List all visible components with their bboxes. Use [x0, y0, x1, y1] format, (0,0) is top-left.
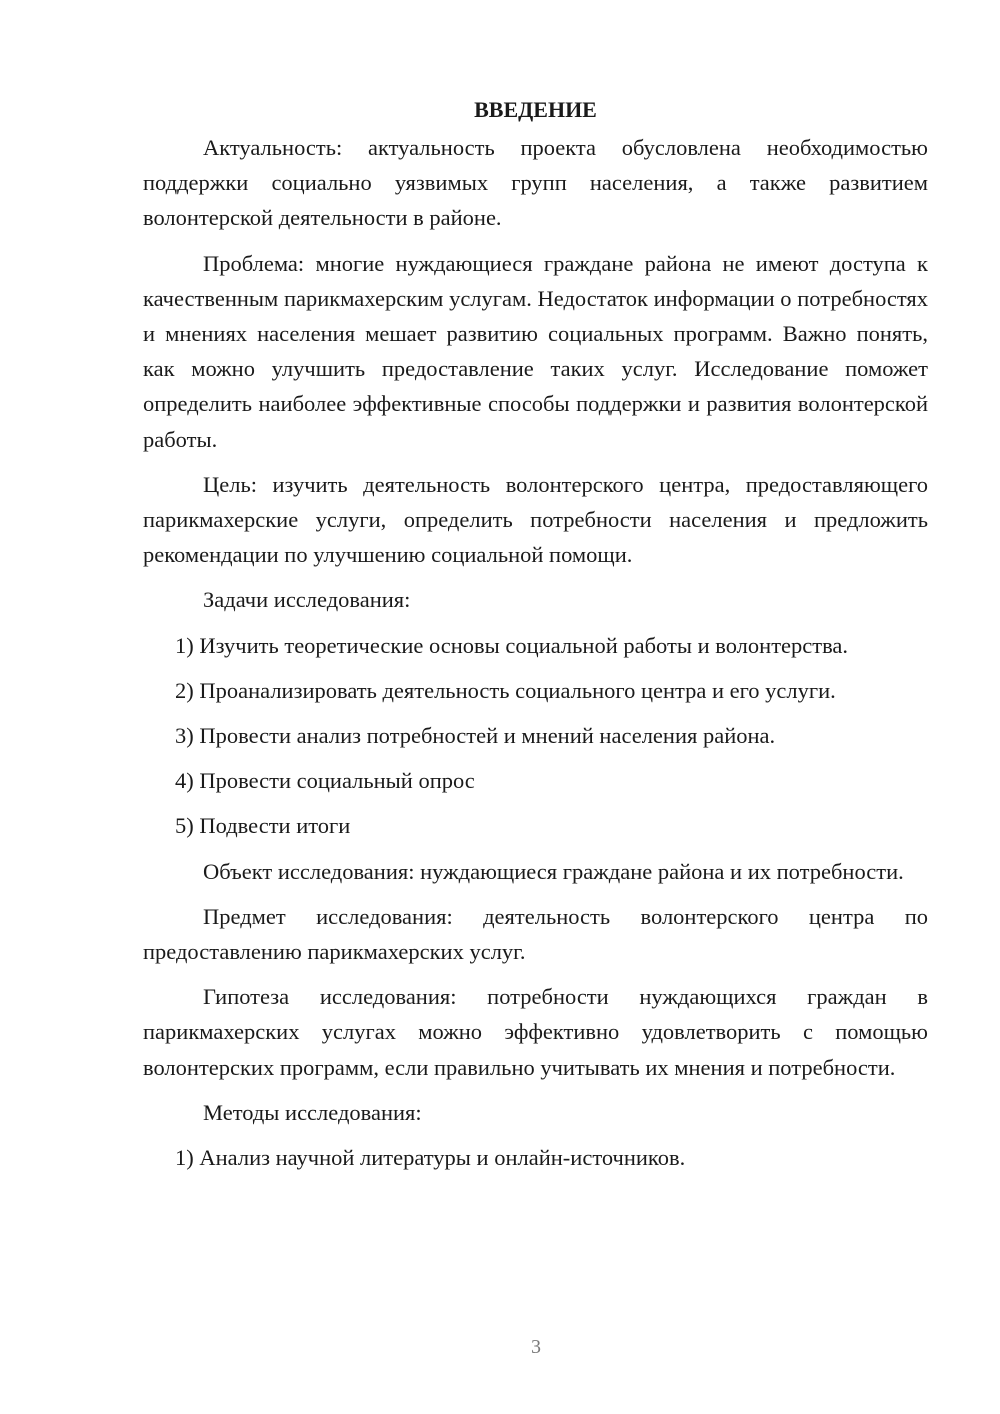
methods-intro: Методы исследования:: [203, 1099, 422, 1125]
methods-list: [143, 1140, 928, 1175]
task-item-4: 4) Провести социальный опрос: [175, 768, 475, 794]
task-item-1: 1) Изучить теоретические основы социальной работы и волонтерства.: [175, 632, 849, 658]
task-item-3: 3) Провести анализ потребностей и мнений населения района.: [175, 723, 776, 749]
page-content: [143, 94, 928, 1185]
tasks-list: [143, 628, 928, 844]
task-item-2: 2) Проанализировать деятельность социального центра и его услуги.: [175, 677, 836, 703]
tasks-intro: Задачи исследования:: [203, 587, 411, 613]
goal-paragraph: Цель: изучить деятельность волонтерского центра, предоставляющего парикмахерские услуги, определить потребности населения и предложить рекомендации по улучшению социальной помощи.: [143, 471, 928, 568]
method-item-1: 1) Анализ научной литературы и онлайн-источников.: [175, 1145, 686, 1171]
problem-paragraph: Проблема: многие нуждающиеся граждане района не имеют доступа к качественным парикмахерским услугам. Недостаток информации о потребностях и мнениях населения мешает развитию социальных программ. Важно понять, как можно улучшить предоставление таких услуг. Исследование поможет определить наиболее эффективные способы поддержки и развития волонтерской работы.: [143, 250, 928, 452]
page-number: 3: [531, 1336, 541, 1358]
relevance-paragraph: Актуальность: актуальность проекта обусловлена необходимостью поддержки социально уязвимых групп населения, а также развитием волонтерской деятельности в районе.: [143, 135, 928, 231]
hypothesis-paragraph: Гипотеза исследования: потребности нуждающихся граждан в парикмахерских услугах можно эффективно удовлетворить с помощью волонтерских программ, если правильно учитывать их мнения и потребности.: [143, 984, 928, 1080]
task-item-5: 5) Подвести итоги: [175, 813, 351, 839]
object-paragraph: Объект исследования: нуждающиеся граждане района и их потребности.: [203, 858, 904, 884]
subject-paragraph: Предмет исследования: деятельность волонтерского центра по предоставлению парикмахерских услуг.: [143, 903, 928, 965]
section-heading: ВВЕДЕНИЕ: [474, 97, 597, 122]
